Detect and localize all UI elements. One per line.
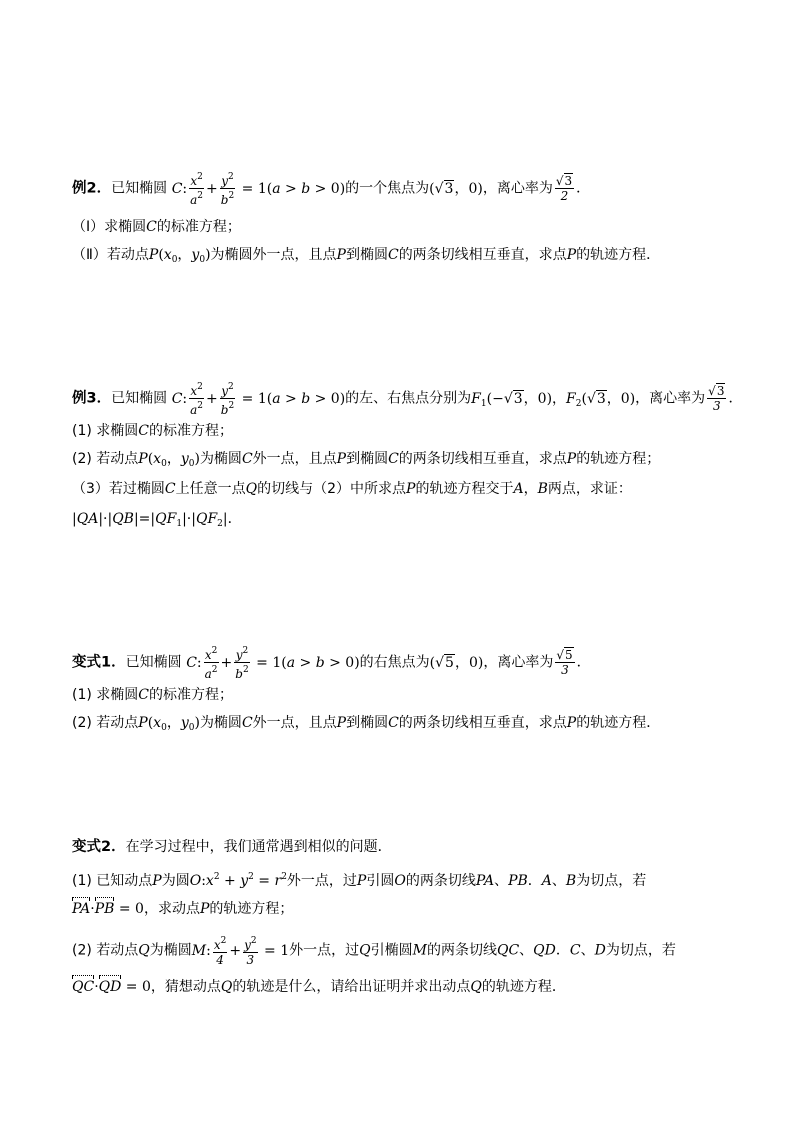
example-3-label: 例3．: [72, 390, 112, 407]
variant-2-part-1: (1) 已知动点P为圆$O:x^2 + y^2 = r^2$外一点，过P引圆O的两条切线PA、PB．A、B为切点，若: [72, 872, 647, 889]
example-3-proof-target: $|QA|\cdot|QB|=|QF_1|\cdot|QF_2|$．: [72, 511, 242, 529]
example-2-part-2: （Ⅱ）若动点$P(x_0$，$y_0$)为椭圆外一点，且点P到椭圆C的两条切线相互垂直，求点P的轨迹方程．: [72, 247, 661, 265]
example-2-part-1: （Ⅰ）求椭圆C的标准方程；: [72, 219, 241, 235]
example-2-label: 例2．: [72, 180, 112, 197]
variant-1-part-2: (2) 若动点$P(x_0$，$y_0$)为椭圆C外一点，且点P到椭圆C的两条切线相互垂直，求点P的轨迹方程．: [72, 715, 661, 733]
ellipse-equation: C: $\frac{x^2}{a^2}$ + $\frac{y^2}{b^2}$ = 1(a > b > 0): [171, 382, 346, 417]
variant-1-part-1: (1) 求椭圆C的标准方程；: [72, 687, 233, 703]
example-3-part-2: (2) 若动点$P(x_0$，$y_0$)为椭圆C外一点，且点P到椭圆C的两条切线相互垂直，求点P的轨迹方程；: [72, 451, 661, 469]
variant-2-label: 变式2．: [72, 839, 126, 855]
variant-2-part-1-cont: PA·PB = 0，求动点P的轨迹方程；: [72, 898, 293, 920]
variant-2-part-2: (2) 若动点Q为椭圆M: $\frac{x^2}{4}$ + $\frac{y^2}{3}$ = 1外一点，过Q引椭圆M的两条切线QC、QD．C、D为切点，若: [72, 936, 676, 967]
example-3-part-1: (1) 求椭圆C的标准方程；: [72, 423, 233, 439]
variant-1-statement: 变式1．已知椭圆 C: $\frac{x^2}{a^2}$ + $\frac{y^2}{b^2}$ = 1(a > b > 0)的右焦点为(√5，0)，离心率为 $\frac{√5}{3}$ ．: [72, 646, 591, 681]
ellipse-equation: C: $\frac{x^2}{a^2}$ + $\frac{y^2}{b^2}$ = 1(a > b > 0): [186, 646, 360, 681]
variant-2-statement: 变式2．在学习过程中，我们通常遇到相似的问题．: [72, 839, 392, 855]
example-3-part-3: （3）若过椭圆C上任意一点Q的切线与（2）中所求点P的轨迹方程交于A，B两点，求证：: [72, 481, 632, 497]
example-2-statement: 例2．已知椭圆 C: $\frac{x^2}{a^2}$ + $\frac{y^2}{b^2}$ = 1(a > b > 0)的一个焦点为(√3，0)，离心率为 $\frac{√3}{2}$ ．: [72, 172, 591, 207]
variant-2-part-2-cont: QC·QD = 0，猜想动点Q的轨迹是什么，请给出证明并求出动点Q的轨迹方程．: [72, 976, 566, 998]
variant-1-label: 变式1．: [72, 654, 126, 671]
ellipse-equation: C: $\frac{x^2}{a^2}$ + $\frac{y^2}{b^2}$ = 1(a > b > 0): [171, 172, 346, 207]
example-3-statement: 例3．已知椭圆 C: $\frac{x^2}{a^2}$ + $\frac{y^2}{b^2}$ = 1(a > b > 0)的左、右焦点分别为$F_1(-√3$，0)，$F_2(√3$，0)，离心率为 $\frac{√3}{3}$ ．: [72, 382, 743, 417]
